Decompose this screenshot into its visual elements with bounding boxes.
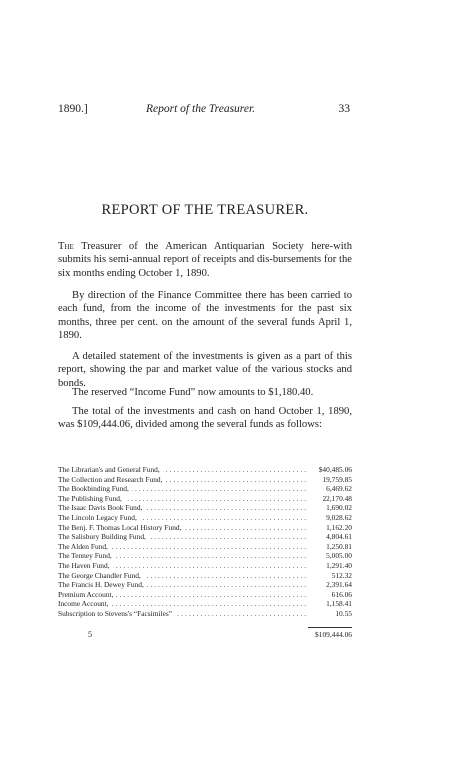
fund-row — [58, 484, 352, 494]
header-running-title: Report of the Treasurer. — [146, 103, 256, 115]
fund-row — [58, 609, 352, 619]
fund-name: The Lincoln Legacy Fund, — [58, 513, 140, 523]
fund-amount: 5,005.00 — [308, 551, 352, 561]
fund-amount: 10.55 — [308, 609, 352, 619]
fund-row — [58, 561, 352, 571]
fund-row — [58, 523, 352, 533]
paragraph-detailed-statement: A detailed statement of the investments is given as a part of this report, showing the par and market value of the various stocks and bonds. — [58, 351, 352, 389]
header-page-number: 33 — [338, 103, 350, 115]
fund-row — [58, 571, 352, 581]
fund-name: The George Chandler Fund, — [58, 571, 144, 581]
fund-amount: 22,170.48 — [308, 494, 352, 504]
fund-name: The Librarian's and General Fund, — [58, 465, 163, 475]
fund-name: The Tenney Fund, — [58, 551, 115, 561]
fund-amount: 4,804.61 — [308, 532, 352, 542]
fund-name: Premium Account, — [58, 590, 116, 600]
fund-row — [58, 494, 352, 504]
fund-amount: 1,162.20 — [308, 523, 352, 533]
funds-table — [58, 465, 352, 619]
fund-name: The Alden Fund, — [58, 542, 111, 552]
fund-name: Income Account, — [58, 599, 112, 609]
paragraph-intro-lead: The — [58, 241, 74, 252]
fund-amount: 9,028.62 — [308, 513, 352, 523]
fund-amount: 1,291.40 — [308, 561, 352, 571]
fund-row — [58, 590, 352, 600]
report-title: REPORT OF THE TREASURER. — [101, 202, 309, 218]
fund-name: The Francis H. Dewey Fund, — [58, 580, 147, 590]
fund-name: The Isaac Davis Book Fund, — [58, 503, 145, 513]
fund-amount: $40,485.06 — [308, 465, 352, 475]
funds-total: $109,444.06 — [315, 630, 352, 639]
fund-amount: 19,759.85 — [308, 475, 352, 485]
fund-name: The Haven Fund, — [58, 561, 113, 571]
running-header — [58, 103, 350, 119]
fund-name: The Publishing Fund, — [58, 494, 125, 504]
fund-name: The Collection and Research Fund, — [58, 475, 165, 485]
fund-row — [58, 503, 352, 513]
paragraph-intro-text: Treasurer of the American Antiquarian Society here-with submits his semi-annual report of receipts and dis-bursements for the six months ending October 1, 1890. — [58, 241, 352, 279]
paragraph-intro — [58, 240, 352, 280]
fund-row — [58, 465, 352, 475]
fund-amount: 1,158.41 — [308, 599, 352, 609]
signature-mark: 5 — [88, 630, 92, 639]
paragraph-income-fund: The reserved “Income Fund” now amounts to $1,180.40. — [72, 387, 314, 398]
fund-name: The Salisbury Building Fund, — [58, 532, 149, 542]
fund-amount: 6,469.62 — [308, 484, 352, 494]
fund-name: Subscription to Stevens's “Facsimiles” — [58, 609, 175, 619]
fund-name: The Bookbinding Fund, — [58, 484, 132, 494]
fund-row — [58, 580, 352, 590]
fund-amount: 2,391.64 — [308, 580, 352, 590]
paragraph-finance-committee: By direction of the Finance Committee there has been carried to each fund, from the income of the investments for the past six months, three per cent. on the amount of the several funds April 1, 1890. — [58, 290, 352, 341]
header-year: 1890.] — [58, 103, 88, 115]
fund-amount: 616.06 — [308, 590, 352, 600]
fund-row — [58, 542, 352, 552]
fund-amount: 1,250.81 — [308, 542, 352, 552]
fund-row — [58, 551, 352, 561]
total-rule — [308, 627, 352, 628]
fund-row — [58, 599, 352, 609]
fund-row — [58, 513, 352, 523]
paragraph-total-investments: The total of the investments and cash on hand October 1, 1890, was $109,444.06, divided among the several funds as follows: — [58, 406, 352, 431]
fund-amount: 512.32 — [308, 571, 352, 581]
fund-row — [58, 475, 352, 485]
fund-row — [58, 532, 352, 542]
fund-amount: 1,690.02 — [308, 503, 352, 513]
fund-name: The Benj. F. Thomas Local History Fund, — [58, 523, 184, 533]
